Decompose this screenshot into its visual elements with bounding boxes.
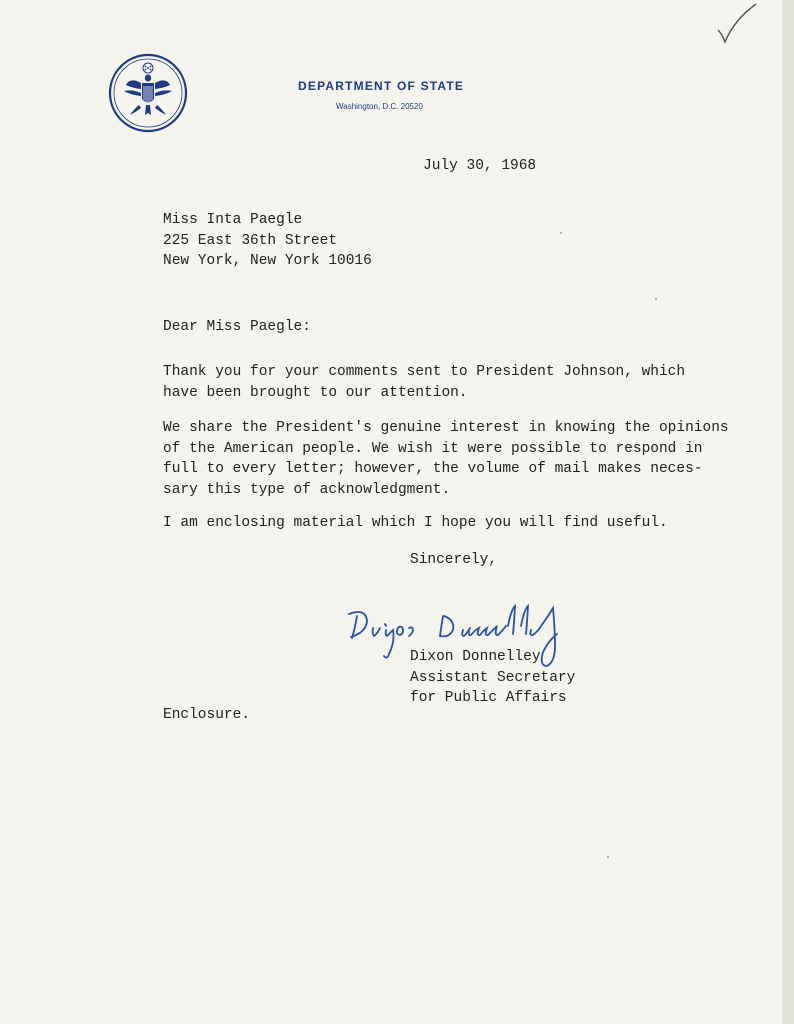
paper-edge [782,0,794,1024]
closing: Sincerely, [410,552,498,568]
body-line: of the American people. We wish it were possible to respond in [163,440,703,457]
body-line: have been brought to our attention. [163,384,468,401]
body-paragraph-3 [163,513,668,534]
signatory-title-line-2: for Public Affairs [410,690,567,706]
recipient-name: Miss Inta Paegle [163,212,303,228]
body-line: We share the President's genuine interest in knowing the opinions [163,420,729,436]
salutation: Dear Miss Paegle: [163,319,311,335]
paper-speck [655,298,657,300]
body-paragraph-1 [163,362,685,403]
enclosure-note: Enclosure. [163,707,251,723]
great-seal-icon [108,53,188,133]
signature-block [410,647,575,709]
body-line: Thank you for your comments sent to President Johnson, which [163,364,686,380]
letterhead-department: DEPARTMENT OF STATE [298,79,465,93]
body-line: I am enclosing material which I hope you will find useful. [163,515,668,531]
body-paragraph-2 [163,418,729,500]
letterhead-address: Washington, D.C. 20520 [336,102,423,111]
recipient-city: New York, New York 10016 [163,253,372,269]
paper-speck [560,232,562,234]
body-line: sary this type of acknowledgment. [163,481,451,498]
signatory-name: Dixon Donnelley [410,649,541,665]
body-line: full to every letter; however, the volume of mail makes neces- [163,461,703,477]
letter-date: July 30, 1968 [423,158,537,174]
paper-speck [607,856,609,858]
recipient-street: 225 East 36th Street [163,232,338,249]
checkmark-icon [712,0,762,48]
recipient-address [163,210,372,272]
signatory-title: Assistant Secretary [410,669,576,686]
